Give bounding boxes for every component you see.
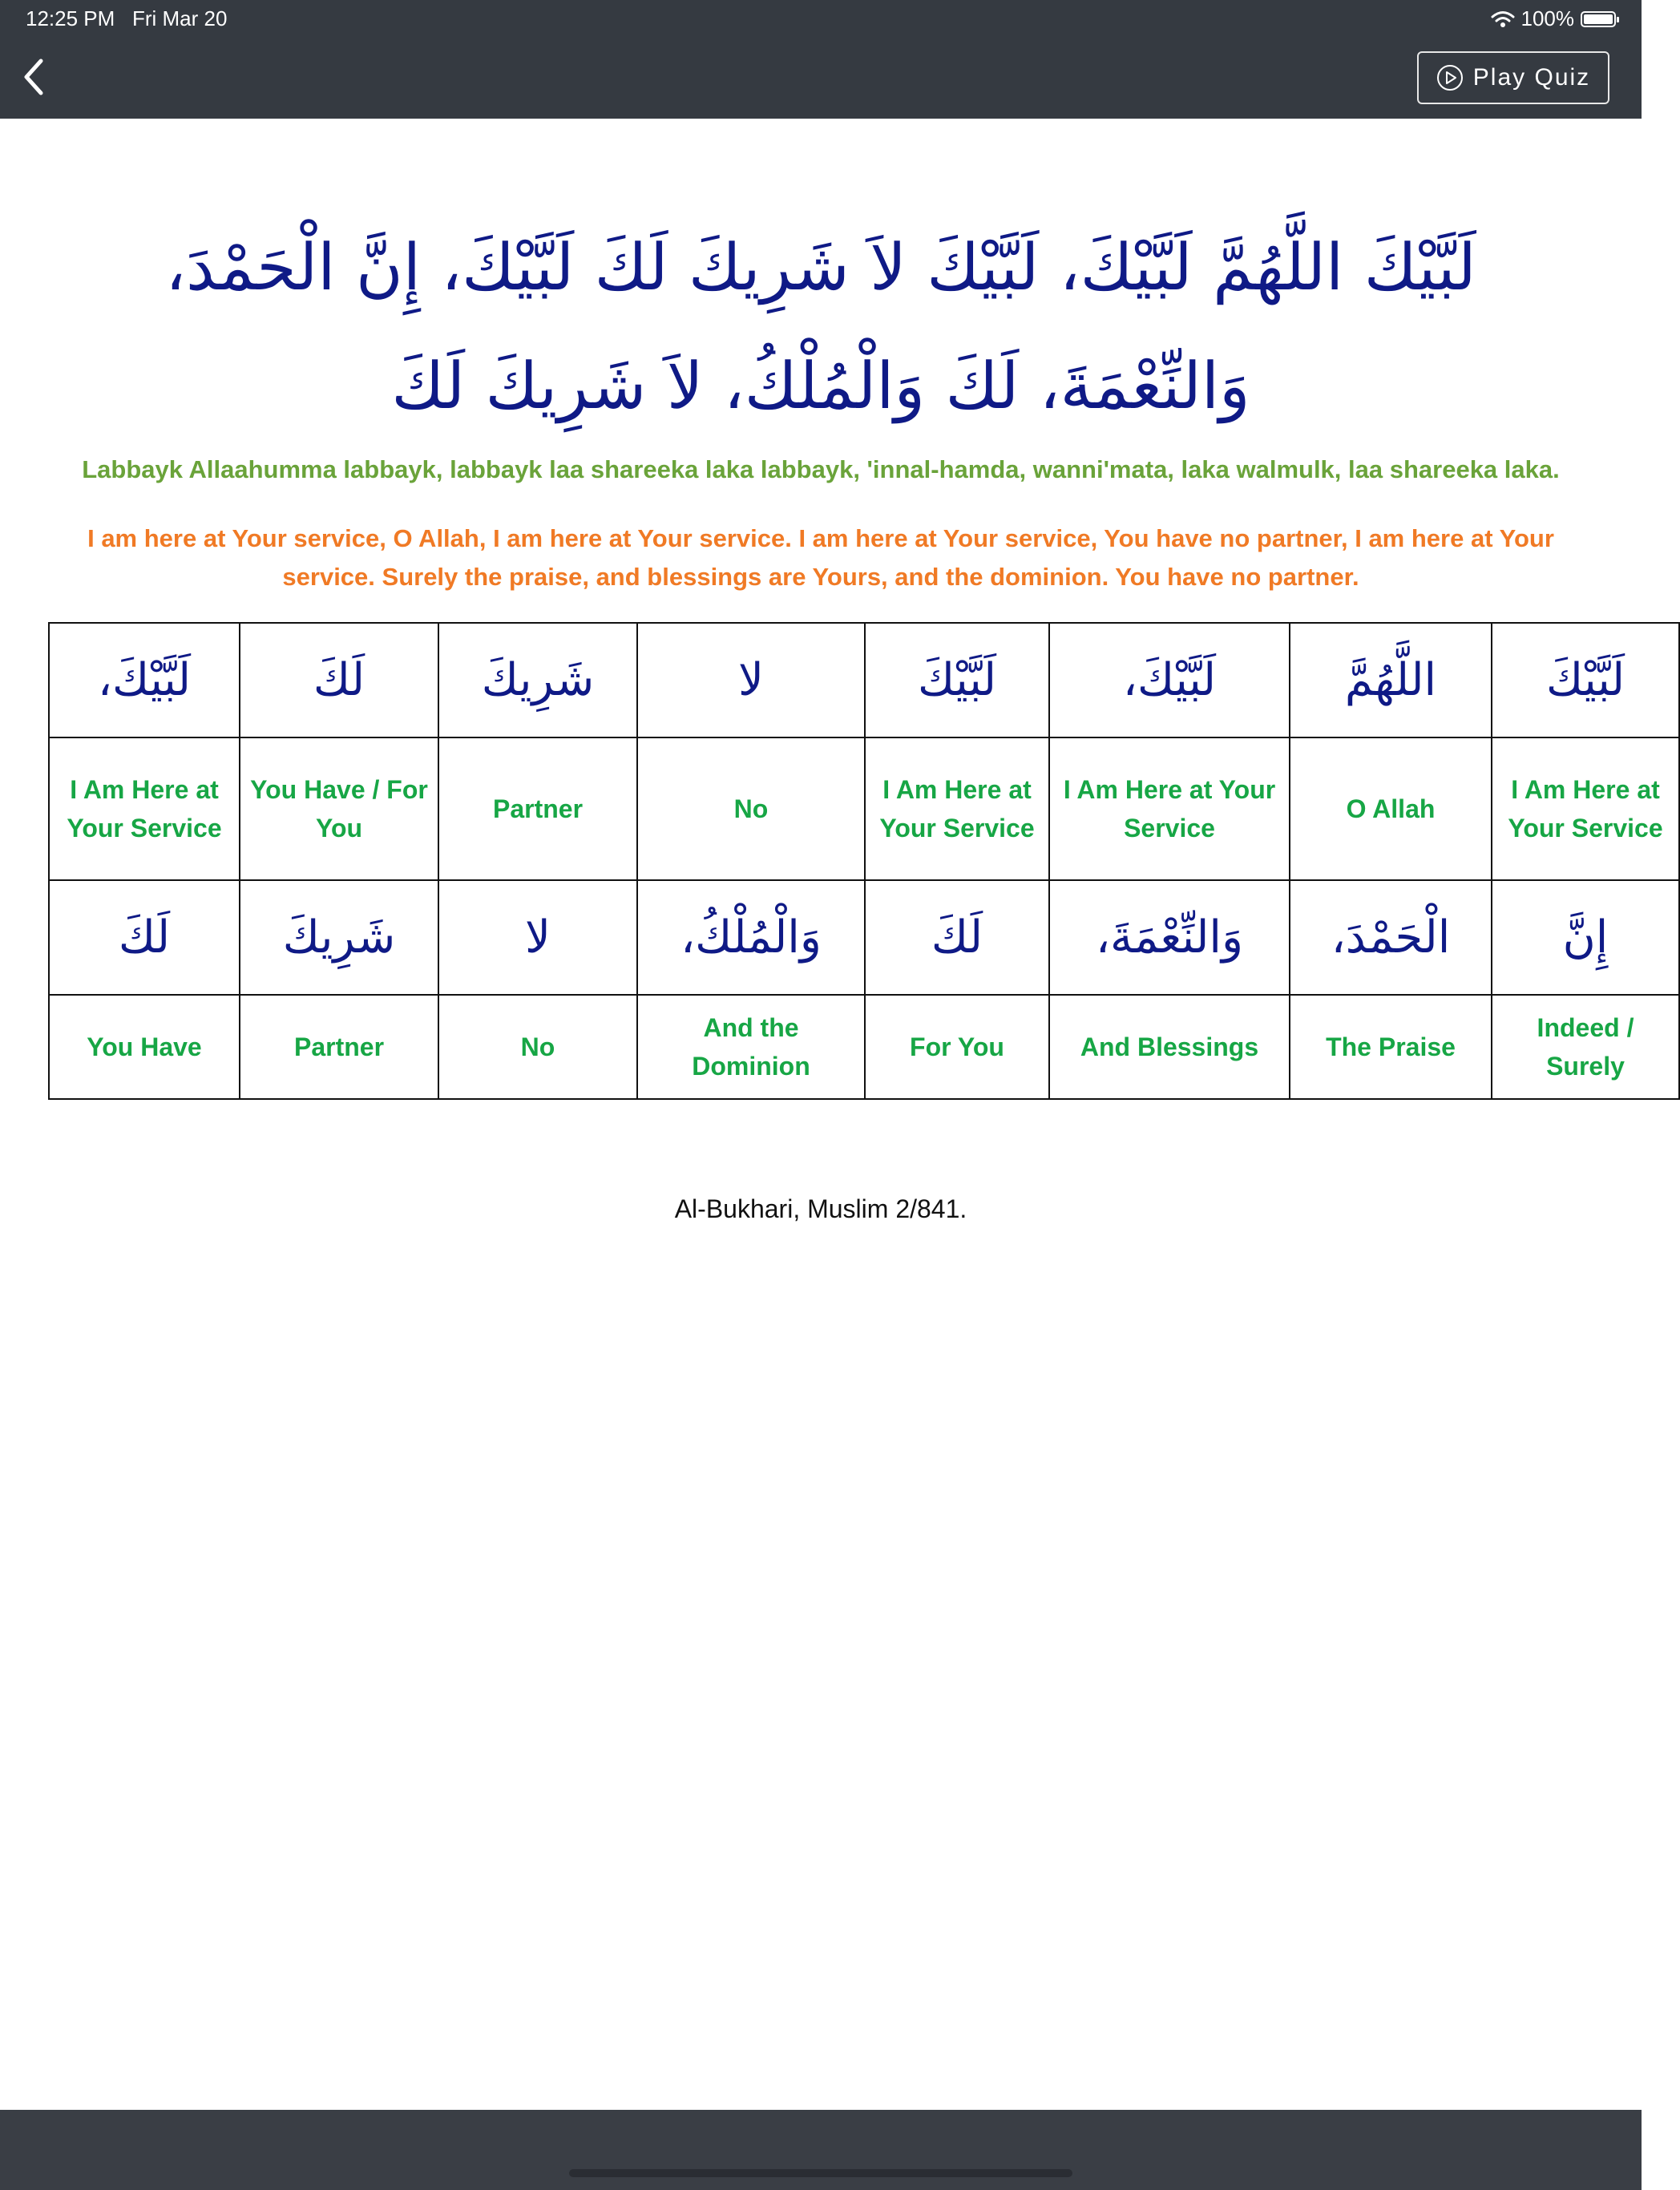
word-arabic: لا <box>438 880 637 995</box>
word-arabic: لَبَّيْكَ <box>865 623 1049 737</box>
status-indicators <box>1491 6 1617 31</box>
word-arabic: لَبَّيْكَ، <box>49 623 240 737</box>
status-date: Fri Mar 20 <box>131 6 228 30</box>
word-arabic: الْحَمْدَ، <box>1290 880 1492 995</box>
word-meaning: No <box>438 995 637 1099</box>
word-meaning: I Am Here at Your Service <box>1049 737 1290 880</box>
dua-arabic-text: لَبَّيْكَ اللَّهُمَّ لَبَّيْكَ، لَبَّيْكَ لاَ شَرِيكَ لَكَ لَبَّيْكَ، إِنَّ الْحَمْدَ، وَالنِّعْمَةَ، لَكَ وَالْمُلْكُ، لاَ شَرِيكَ لَكَ <box>165 230 1476 423</box>
word-meaning: O Allah <box>1290 737 1492 880</box>
back-button[interactable] <box>14 53 53 101</box>
word-meaning: And the Dominion <box>637 995 865 1099</box>
word-meaning: You Have <box>49 995 240 1099</box>
status-clock: 12:25 PM <box>26 6 115 30</box>
word-arabic: لَكَ <box>240 623 438 737</box>
word-meaning: No <box>637 737 865 880</box>
word-meaning: I Am Here at Your Service <box>1492 737 1679 880</box>
arabic-word-row <box>49 623 1679 737</box>
word-arabic: اللَّهُمَّ <box>1290 623 1492 737</box>
word-by-word-table <box>48 622 1680 1100</box>
word-arabic: وَالنِّعْمَةَ، <box>1049 880 1290 995</box>
word-meaning: You Have / For You <box>240 737 438 880</box>
dua-transliteration: Labbayk Allaahumma labbayk, labbayk laa shareeka laka labbayk, 'innal-hamda, wanni'mata, laka walmulk, laa shareeka laka. <box>82 455 1560 483</box>
home-indicator[interactable] <box>569 2169 1072 2177</box>
status-time <box>26 6 227 31</box>
word-meaning: Indeed / Surely <box>1492 995 1679 1099</box>
word-arabic: لَكَ <box>865 880 1049 995</box>
chevron-left-icon <box>22 58 46 96</box>
battery-percent: 100% <box>1520 6 1574 30</box>
hadith-reference: Al-Bukhari, Muslim 2/841. <box>674 1194 967 1223</box>
word-meaning: The Praise <box>1290 995 1492 1099</box>
word-meaning: Partner <box>438 737 637 880</box>
word-meaning: For You <box>865 995 1049 1099</box>
word-meaning: I Am Here at Your Service <box>865 737 1049 880</box>
word-arabic: وَالْمُلْكُ، <box>637 880 865 995</box>
arabic-word-row <box>49 880 1679 995</box>
word-arabic: إِنَّ <box>1492 880 1679 995</box>
play-circle-icon <box>1436 64 1464 91</box>
top-bar <box>0 0 1642 119</box>
dua-translation: I am here at Your service, O Allah, I am here at Your service. I am here at Your service, You have no partner, I am here at Your service. Surely the praise, and blessings are Yours, and the dominion. You have no partner. <box>87 524 1554 591</box>
play-quiz-button[interactable] <box>1417 51 1609 104</box>
play-quiz-label: Play Quiz <box>1472 64 1591 91</box>
word-arabic: شَرِيكَ <box>240 880 438 995</box>
word-arabic: لا <box>637 623 865 737</box>
word-meaning: I Am Here at Your Service <box>49 737 240 880</box>
battery-icon <box>1581 11 1616 27</box>
bottom-bar <box>0 2110 1642 2190</box>
word-arabic: لَبَّيْكَ، <box>1049 623 1290 737</box>
word-meaning: Partner <box>240 995 438 1099</box>
meaning-row <box>49 737 1679 880</box>
word-arabic: لَبَّيْكَ <box>1492 623 1679 737</box>
meaning-row <box>49 995 1679 1099</box>
wifi-icon <box>1491 10 1515 28</box>
word-arabic: لَكَ <box>49 880 240 995</box>
word-meaning: And Blessings <box>1049 995 1290 1099</box>
word-arabic: شَرِيكَ <box>438 623 637 737</box>
